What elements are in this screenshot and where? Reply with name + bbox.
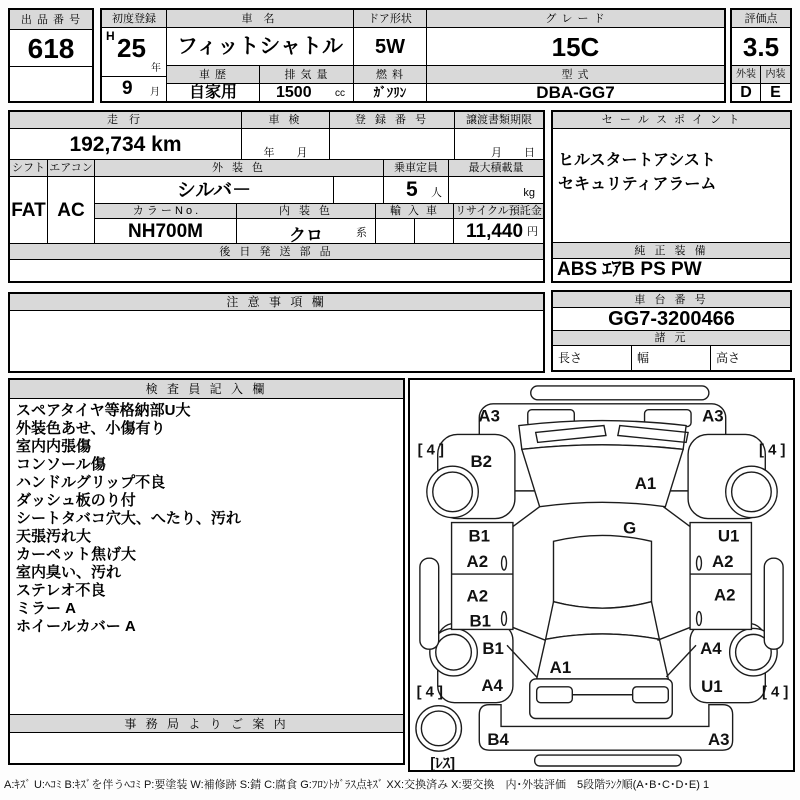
inspector-note-line: ダッシュ板のり付 <box>16 492 136 509</box>
shaken-value: 年 月 <box>242 129 330 160</box>
lot-number-value: 618 <box>10 30 92 67</box>
inspector-notes-box <box>8 378 405 765</box>
inspector-note-line: 室内臭い、汚れ <box>16 564 122 581</box>
first-reg-month: 9 <box>122 78 133 99</box>
damage-mark: [ 4 ] <box>759 442 786 459</box>
inspector-note-line: シートタバコ穴大、へたり、汚れ <box>16 510 241 527</box>
length-label: 長さ <box>553 346 632 370</box>
mileage-header: 走 行 <box>10 112 242 129</box>
max-load-unit: kg <box>523 187 535 199</box>
color-no-header: カ ラ ー N o . <box>95 204 237 219</box>
inspector-note-line: コンソール傷 <box>16 456 106 473</box>
inspector-notes-header: 検 査 員 記 入 欄 <box>10 380 403 399</box>
shaken-header: 車 検 <box>242 112 330 129</box>
ext-color-header: 外 装 色 <box>95 160 384 177</box>
interior-grade-header: 内装 <box>761 66 790 84</box>
lot-number-header: 出 品 番 号 <box>10 10 92 30</box>
first-reg-year-unit: 年 <box>151 63 161 74</box>
damage-mark: B1 <box>469 611 492 631</box>
inspector-note-line: ハンドルグリップ不良 <box>16 474 166 491</box>
first-reg-month-unit: 月 <box>150 87 160 98</box>
inspector-note-line: 外装色あせ、小傷有り <box>16 420 166 437</box>
door-shape-header: ドア形状 <box>354 10 427 28</box>
recycle-cell <box>454 219 543 244</box>
first-reg-era: H <box>106 29 115 43</box>
height-label: 高さ <box>716 351 741 365</box>
transfer-deadline-value: 月 日 <box>455 129 543 160</box>
damage-mark: [ﾚｽ] <box>430 755 456 770</box>
car-name-value: フィットシャトル <box>167 28 354 66</box>
chassis-box <box>551 290 792 372</box>
later-parts-header: 後 日 発 送 部 品 <box>10 244 543 260</box>
capacity-cell <box>384 177 449 204</box>
capacity-unit: 人 <box>431 187 442 199</box>
aircon-value: AC <box>48 177 95 244</box>
damage-mark: B4 <box>487 730 509 750</box>
damage-mark: A3 <box>702 406 724 426</box>
color-no-value: NH700M <box>95 219 237 244</box>
recycle-header: リサイクル預託金 <box>455 205 542 217</box>
sales-point-line: ヒルスタートアシスト <box>558 152 716 169</box>
capacity-header: 乗車定員 <box>384 160 449 177</box>
model-code-value: DBA-GG7 <box>536 84 615 101</box>
caution-header: 注 意 事 項 欄 <box>10 294 543 311</box>
inspector-note-line: ミラー A <box>16 600 77 617</box>
width-label: 幅 <box>632 346 711 370</box>
damage-mark: B1 <box>468 526 491 546</box>
equipment-value: ABS ｴｱB PS PW <box>557 259 702 280</box>
fuel-value: ｶﾞｿﾘﾝ <box>354 84 427 101</box>
max-load-header: 最大積載量 <box>449 160 543 177</box>
damage-mark: A1 <box>634 473 657 493</box>
transfer-deadline-header: 譲渡書類期限 <box>455 112 543 129</box>
damage-mark: B2 <box>470 452 493 472</box>
capacity-value: 5 <box>406 178 418 201</box>
inspector-note-line: スペアタイヤ等格納部U大 <box>16 402 191 419</box>
score-box <box>730 8 792 103</box>
chassis-number-value: GG7-3200466 <box>553 308 790 331</box>
int-color-header: 内 装 色 <box>237 204 376 219</box>
damage-mark: A3 <box>708 730 730 750</box>
damage-mark: A4 <box>481 675 503 695</box>
import-cell-1 <box>376 219 415 244</box>
damage-mark: A1 <box>549 657 572 677</box>
spec-table <box>8 110 545 283</box>
equipment-header: 純 正 装 備 <box>553 242 790 259</box>
car-name-header: 車 名 <box>167 10 354 28</box>
exterior-grade-header: 外装 <box>732 66 761 84</box>
shift-header: シフト <box>10 160 48 177</box>
damage-mark: A4 <box>700 639 722 659</box>
displacement-cell <box>260 84 354 101</box>
model-code-header: 型 式 <box>427 66 724 84</box>
score-value: 3.5 <box>732 28 790 66</box>
damage-mark: [ 4 ] <box>416 684 443 701</box>
damage-mark: G <box>623 518 637 538</box>
inspector-note-line: ホイールカバー A <box>16 618 136 635</box>
vehicle-header-box <box>100 8 726 103</box>
sales-point-box <box>551 110 792 283</box>
damage-mark: A3 <box>478 406 500 426</box>
door-shape-value: 5W <box>354 28 427 66</box>
inspector-note-line: ステレオ不良 <box>16 582 106 599</box>
lot-number-box <box>8 8 94 103</box>
inspector-note-line: カーペット焦げ大 <box>16 546 137 563</box>
damage-mark: [ 4 ] <box>761 684 789 701</box>
shift-value: FAT <box>10 177 48 244</box>
inspector-notes-list <box>16 402 401 710</box>
damage-mark: U1 <box>717 526 740 546</box>
later-parts-value <box>10 260 543 281</box>
recycle-unit: 円 <box>527 226 538 238</box>
damage-mark: [ 4 ] <box>417 442 444 459</box>
interior-grade-value: E <box>770 84 781 101</box>
reg-number-value <box>330 129 455 160</box>
displacement-value: 1500 <box>276 84 312 101</box>
grade-value: 15C <box>427 28 724 66</box>
grade-header: グ レ ー ド <box>427 10 724 28</box>
recycle-value: 11,440 <box>466 221 524 242</box>
car-diagram <box>410 380 793 770</box>
displacement-unit: cc <box>335 88 345 99</box>
damage-mark: A2 <box>711 552 734 572</box>
sales-point-header: セ ー ル ス ポ イ ン ト <box>553 112 790 129</box>
chassis-number-header: 車 台 番 号 <box>553 292 790 308</box>
mileage-value: 192,734 km <box>10 129 242 160</box>
damage-code-legend: A:ｷｽﾞ U:ﾍｺﾐ B:ｷｽﾞを伴うﾍｺﾐ P:要塗装 W:補修跡 S:錆 C:腐食 G:ﾌﾛﾝﾄｶﾞﾗｽ点ｷｽﾞ XX:交換済み X:要交換 内･外装評価 5段階ﾗﾝｸ順(A･B･C･D･E) 1 <box>4 779 710 791</box>
exterior-grade-value: D <box>732 84 761 101</box>
first-reg-header: 初度登録 <box>102 10 167 28</box>
caution-box <box>8 292 545 373</box>
spec-dims-header: 諸 元 <box>553 331 790 346</box>
import-cell-2 <box>415 219 454 244</box>
fuel-header: 燃 料 <box>354 66 427 84</box>
displacement-header: 排 気 量 <box>260 66 354 84</box>
office-notice-header: 事 務 局 よ り ご 案 内 <box>10 714 403 733</box>
int-color-cell <box>237 219 376 244</box>
ext-color-value: シルバ－ <box>95 177 334 204</box>
reg-number-header: 登 録 番 号 <box>330 112 455 129</box>
import-header: 輸 入 車 <box>376 204 454 219</box>
damage-mark: A2 <box>466 586 489 606</box>
damage-mark: B1 <box>482 639 504 659</box>
car-history-header: 車 歴 <box>167 66 260 84</box>
sales-point-line: セキュリティアラーム <box>558 176 717 193</box>
damage-mark: U1 <box>701 676 723 696</box>
inspector-note-line: 天張汚れ大 <box>16 528 92 545</box>
inspector-note-line: 室内内張傷 <box>16 438 92 455</box>
car-history-value: 自家用 <box>167 84 260 101</box>
damage-mark: A2 <box>713 585 736 605</box>
ext-color-extra-cell <box>334 177 384 204</box>
damage-diagram-box <box>408 378 795 772</box>
int-color-suffix: 系 <box>356 227 367 239</box>
first-reg-year-cell <box>102 28 167 77</box>
aircon-header: エアコン <box>48 160 95 177</box>
max-load-cell <box>449 177 543 204</box>
damage-mark: A2 <box>466 552 489 572</box>
first-reg-month-cell <box>102 77 167 101</box>
first-reg-year: 25 <box>117 33 146 63</box>
int-color-value: クロ <box>289 226 323 244</box>
score-header: 評価点 <box>732 10 790 28</box>
